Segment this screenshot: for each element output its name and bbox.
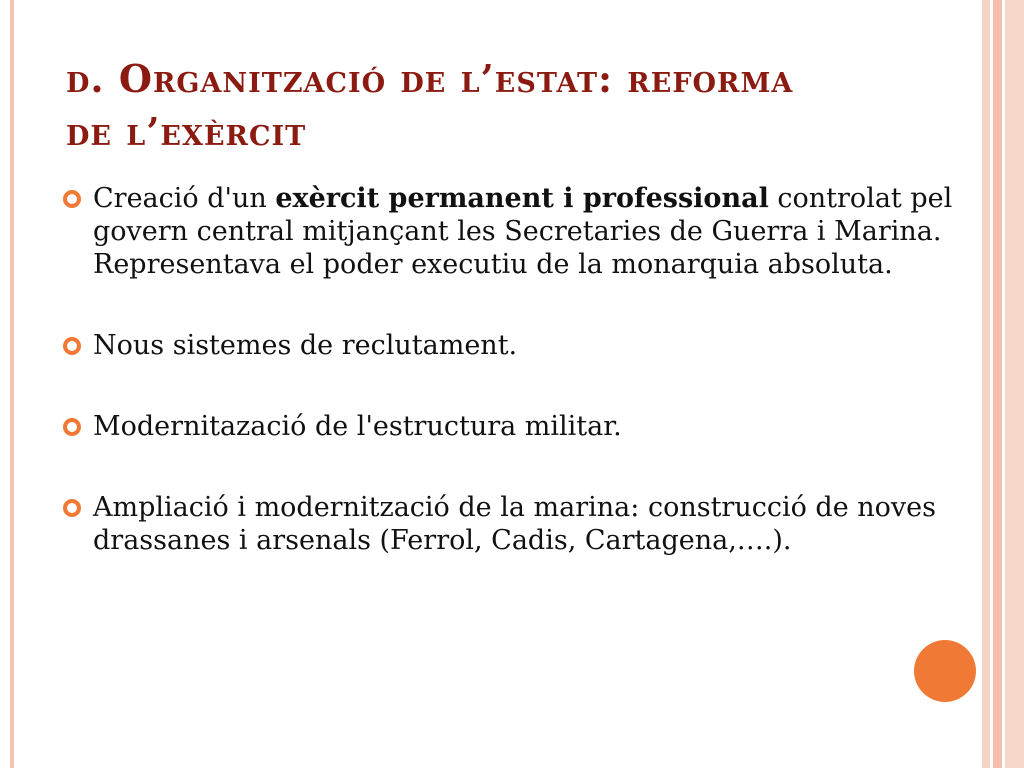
list-item (62, 182, 962, 281)
orange-ring-bullet-icon (62, 417, 82, 437)
bullet-text-bold: exèrcit permanent i professional (275, 183, 769, 214)
list-item (62, 410, 962, 443)
orange-circle-decoration (914, 640, 976, 702)
orange-ring-bullet-icon (62, 189, 82, 209)
list-item (62, 491, 962, 557)
bullet-list (62, 182, 962, 605)
bullet-text-pre: Creació d'un (93, 183, 276, 214)
bullet-text: Nous sistemes de reclutament. (93, 330, 518, 361)
orange-ring-bullet-icon (62, 336, 82, 356)
frame-stripe (993, 0, 1002, 768)
frame-stripe (982, 0, 990, 768)
bullet-text: Modernitazació de l'estructura militar. (93, 411, 622, 442)
left-frame-line (10, 0, 14, 768)
slide-title (66, 52, 946, 158)
title-line-1: d. Organització de l’estat: reforma (66, 56, 794, 101)
frame-stripe (1005, 0, 1024, 768)
list-item (62, 329, 962, 362)
bullet-text: Ampliació i modernització de la marina: construcció de noves drassanes i arsenals (Ferrol, Cadis, Cartagena,….). (93, 492, 937, 556)
right-frame-stripes (982, 0, 1024, 768)
orange-ring-bullet-icon (62, 498, 82, 518)
bullet-text-post: controlat pel govern central mitjançant les Secretaries de Guerra i Marina. Representava el poder executiu de la monarquia absoluta. (93, 183, 953, 280)
title-line-2: de l’exèrcit (66, 109, 307, 155)
